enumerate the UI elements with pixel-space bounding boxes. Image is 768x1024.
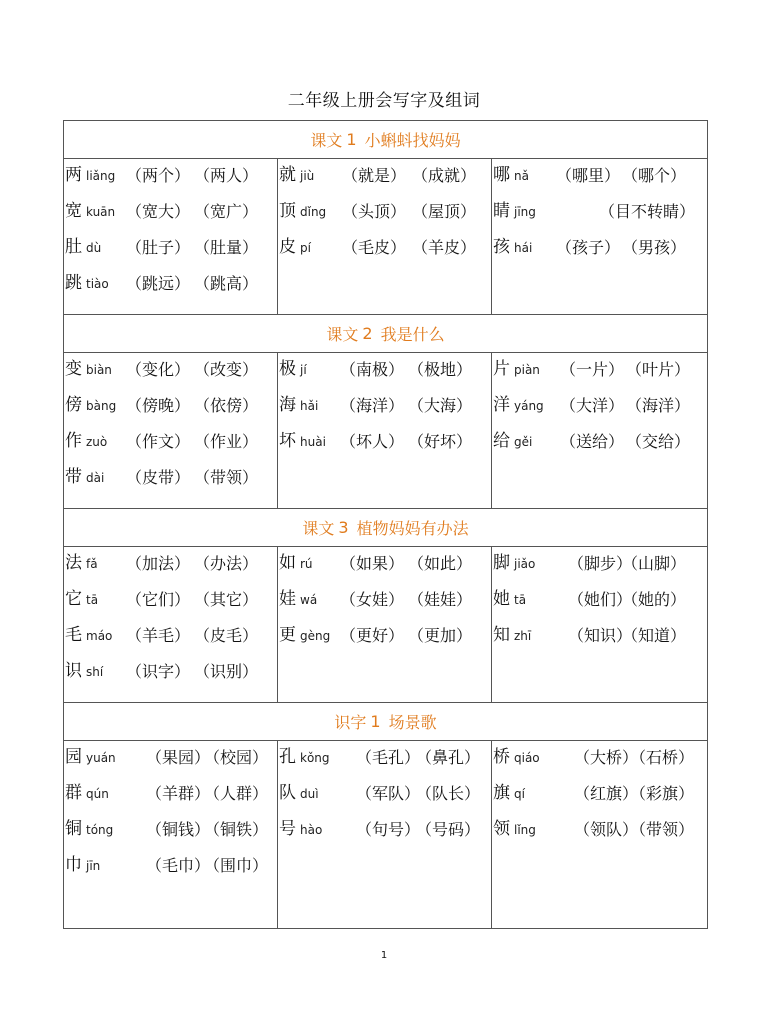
character-entry bbox=[278, 815, 491, 851]
word-2: （大海） bbox=[408, 396, 473, 415]
word-1: （大洋） bbox=[560, 396, 625, 415]
word-1: （大桥） bbox=[574, 748, 639, 767]
word-2: （跳高） bbox=[194, 274, 259, 293]
word-2: （叶片） bbox=[626, 360, 691, 379]
word-1: （变化） bbox=[126, 360, 191, 379]
character-entry bbox=[64, 269, 277, 305]
character-entry bbox=[278, 197, 491, 233]
hanzi: 巾 bbox=[65, 855, 82, 875]
character-entry bbox=[64, 815, 277, 851]
hanzi: 带 bbox=[65, 467, 82, 487]
word-2: （她的） bbox=[622, 590, 687, 609]
pinyin: yuán bbox=[86, 751, 116, 765]
pinyin: yáng bbox=[514, 399, 544, 413]
pinyin: shí bbox=[86, 665, 104, 679]
word-2: （作业） bbox=[194, 432, 259, 451]
word-2: （宽广） bbox=[194, 202, 259, 221]
pinyin: gèng bbox=[300, 629, 331, 643]
lesson-heading bbox=[64, 703, 708, 741]
pinyin: máo bbox=[86, 629, 113, 643]
character-entry bbox=[64, 233, 277, 269]
character-entry bbox=[64, 657, 277, 693]
character-entry bbox=[64, 197, 277, 233]
lesson-name: 场景歌 bbox=[388, 713, 437, 732]
word-2: （山脚） bbox=[622, 554, 687, 573]
pinyin: kǒng bbox=[300, 751, 330, 765]
hanzi: 顶 bbox=[279, 201, 296, 221]
word-1: （果园） bbox=[146, 748, 211, 767]
word-1: （红旗） bbox=[574, 784, 639, 803]
hanzi: 肚 bbox=[65, 237, 82, 257]
character-entry bbox=[278, 743, 491, 779]
hanzi: 跳 bbox=[65, 273, 82, 293]
word-2: （围巾） bbox=[204, 856, 269, 875]
hanzi: 两 bbox=[65, 165, 82, 185]
word-1: （作文） bbox=[126, 432, 191, 451]
character-entry bbox=[492, 391, 707, 427]
pinyin: kuān bbox=[86, 205, 116, 219]
pinyin: biàn bbox=[86, 363, 112, 377]
pinyin: jiù bbox=[300, 169, 315, 183]
character-entry bbox=[492, 233, 707, 269]
word-2: （依傍） bbox=[194, 396, 259, 415]
character-cell bbox=[64, 741, 278, 929]
lesson-body-row bbox=[64, 353, 708, 509]
word-1: （毛巾） bbox=[146, 856, 211, 875]
hanzi: 园 bbox=[65, 747, 82, 767]
word-1: （加法） bbox=[126, 554, 191, 573]
word-2: （改变） bbox=[194, 360, 259, 379]
lesson-heading bbox=[64, 315, 708, 353]
hanzi: 洋 bbox=[493, 395, 510, 415]
pinyin: wá bbox=[300, 593, 318, 607]
lesson-header-row bbox=[64, 121, 708, 159]
hanzi: 给 bbox=[493, 431, 510, 451]
pinyin: rú bbox=[300, 557, 313, 571]
word-1: （肚子） bbox=[126, 238, 191, 257]
character-entry bbox=[492, 197, 707, 233]
word-1: （领队） bbox=[574, 820, 639, 839]
pinyin: hái bbox=[514, 241, 533, 255]
character-entry bbox=[492, 427, 707, 463]
pinyin: duì bbox=[300, 787, 319, 801]
character-entry bbox=[64, 391, 277, 427]
word-1: （跳远） bbox=[126, 274, 191, 293]
hanzi: 宽 bbox=[65, 201, 82, 221]
word-2: （屋顶） bbox=[412, 202, 477, 221]
pinyin: liǎng bbox=[86, 169, 116, 183]
character-entry bbox=[492, 815, 707, 851]
character-entry bbox=[278, 549, 491, 585]
word-2: （男孩） bbox=[622, 238, 687, 257]
pinyin: zhī bbox=[514, 629, 532, 643]
hanzi: 领 bbox=[493, 819, 510, 839]
character-entry bbox=[64, 851, 277, 887]
word-2: （带领） bbox=[194, 468, 259, 487]
character-entry bbox=[278, 585, 491, 621]
word-1: （宽大） bbox=[126, 202, 191, 221]
hanzi: 哪 bbox=[493, 165, 510, 185]
character-entry bbox=[64, 161, 277, 197]
lesson-grid bbox=[63, 120, 708, 929]
pinyin: jiǎo bbox=[514, 557, 536, 571]
pinyin: hǎi bbox=[300, 399, 319, 413]
pinyin: tā bbox=[86, 593, 99, 607]
hanzi: 傍 bbox=[65, 395, 82, 415]
hanzi: 皮 bbox=[279, 237, 296, 257]
character-entry bbox=[64, 355, 277, 391]
lesson-body-row bbox=[64, 741, 708, 929]
character-entry bbox=[492, 585, 707, 621]
lesson-header-row bbox=[64, 315, 708, 353]
hanzi: 作 bbox=[65, 431, 82, 451]
word-2: （肚量） bbox=[194, 238, 259, 257]
word-2: （海洋） bbox=[626, 396, 691, 415]
word-1: （她们） bbox=[568, 590, 633, 609]
pinyin: dù bbox=[86, 241, 102, 255]
character-entry bbox=[492, 355, 707, 391]
word-1: （皮带） bbox=[126, 468, 191, 487]
character-cell bbox=[64, 547, 278, 703]
hanzi: 脚 bbox=[493, 553, 510, 573]
hanzi: 它 bbox=[65, 589, 82, 609]
pinyin: jīn bbox=[86, 859, 101, 873]
hanzi: 坏 bbox=[279, 431, 296, 451]
word-2: （知道） bbox=[622, 626, 687, 645]
word-2: （办法） bbox=[194, 554, 259, 573]
word-1: （就是） bbox=[342, 166, 407, 185]
word-2: （石桥） bbox=[630, 748, 695, 767]
pinyin: pí bbox=[300, 241, 311, 255]
character-cell bbox=[492, 547, 708, 703]
character-cell bbox=[492, 159, 708, 315]
character-cell bbox=[64, 353, 278, 509]
character-entry bbox=[64, 427, 277, 463]
character-cell bbox=[278, 159, 492, 315]
hanzi: 号 bbox=[279, 819, 296, 839]
word-2: （羊皮） bbox=[412, 238, 477, 257]
character-cell bbox=[278, 353, 492, 509]
word-2: （带领） bbox=[630, 820, 695, 839]
hanzi: 桥 bbox=[493, 747, 510, 767]
word-2: （好坏） bbox=[408, 432, 473, 451]
lesson-body-row bbox=[64, 547, 708, 703]
word-1: （更好） bbox=[340, 626, 405, 645]
hanzi: 队 bbox=[279, 783, 296, 803]
pinyin: lǐng bbox=[514, 823, 536, 837]
pinyin: tā bbox=[514, 593, 527, 607]
lesson-number: 1 bbox=[370, 712, 381, 731]
pinyin: bàng bbox=[86, 399, 117, 413]
lesson-table bbox=[63, 120, 707, 929]
hanzi: 旗 bbox=[493, 783, 510, 803]
pinyin: gěi bbox=[514, 435, 533, 449]
character-entry bbox=[278, 621, 491, 657]
lesson-number: 3 bbox=[338, 518, 349, 537]
character-entry bbox=[278, 427, 491, 463]
character-entry bbox=[278, 391, 491, 427]
pinyin: huài bbox=[300, 435, 326, 449]
word-1: （哪里） bbox=[556, 166, 621, 185]
word-1: （毛孔） bbox=[356, 748, 421, 767]
word-2: （皮毛） bbox=[194, 626, 259, 645]
pinyin: qún bbox=[86, 787, 109, 801]
hanzi: 群 bbox=[65, 783, 82, 803]
word-1: （如果） bbox=[340, 554, 405, 573]
word-1: （羊毛） bbox=[126, 626, 191, 645]
word-2: （其它） bbox=[194, 590, 259, 609]
hanzi: 孔 bbox=[279, 747, 296, 767]
hanzi: 睛 bbox=[493, 201, 510, 221]
hanzi: 毛 bbox=[65, 625, 82, 645]
character-cell bbox=[278, 547, 492, 703]
lesson-number: 2 bbox=[362, 324, 373, 343]
pinyin: zuò bbox=[86, 435, 108, 449]
page-number: 1 bbox=[380, 950, 388, 961]
pinyin: hào bbox=[300, 823, 323, 837]
word-2: （识别） bbox=[194, 662, 259, 681]
word-2: （校园） bbox=[204, 748, 269, 767]
word-1: （目不转睛） bbox=[598, 202, 695, 221]
word-1: （脚步） bbox=[568, 554, 633, 573]
word-1: （女娃） bbox=[340, 590, 405, 609]
character-cell bbox=[492, 741, 708, 929]
character-entry bbox=[64, 585, 277, 621]
hanzi: 变 bbox=[65, 359, 82, 379]
word-2: （两人） bbox=[194, 166, 259, 185]
word-2: （成就） bbox=[412, 166, 477, 185]
lesson-header-row bbox=[64, 509, 708, 547]
pinyin: piàn bbox=[514, 363, 540, 377]
word-1: （军队） bbox=[356, 784, 421, 803]
word-1: （两个） bbox=[126, 166, 191, 185]
lesson-header-row bbox=[64, 703, 708, 741]
character-entry bbox=[64, 549, 277, 585]
word-1: （铜钱） bbox=[146, 820, 211, 839]
lesson-heading bbox=[64, 121, 708, 159]
lesson-type: 课文 bbox=[326, 325, 359, 344]
word-2: （哪个） bbox=[622, 166, 687, 185]
character-entry bbox=[492, 743, 707, 779]
word-1: （头顶） bbox=[342, 202, 407, 221]
character-entry bbox=[278, 161, 491, 197]
word-1: （海洋） bbox=[340, 396, 405, 415]
word-1: （南极） bbox=[340, 360, 405, 379]
word-2: （极地） bbox=[408, 360, 473, 379]
hanzi: 娃 bbox=[279, 589, 296, 609]
character-entry bbox=[64, 779, 277, 815]
word-1: （羊群） bbox=[146, 784, 211, 803]
hanzi: 知 bbox=[493, 625, 510, 645]
page-title: 二年级上册会写字及组词 bbox=[287, 91, 481, 111]
lesson-body-row bbox=[64, 159, 708, 315]
character-cell bbox=[492, 353, 708, 509]
lesson-heading bbox=[64, 509, 708, 547]
word-1: （送给） bbox=[560, 432, 625, 451]
pinyin: dài bbox=[86, 471, 105, 485]
character-entry bbox=[64, 743, 277, 779]
word-1: （它们） bbox=[126, 590, 191, 609]
lesson-type: 课文 bbox=[310, 131, 343, 150]
word-2: （更加） bbox=[408, 626, 473, 645]
hanzi: 铜 bbox=[65, 819, 82, 839]
lesson-name: 植物妈妈有办法 bbox=[356, 519, 469, 538]
hanzi: 识 bbox=[65, 661, 82, 681]
lesson-name: 小蝌蚪找妈妈 bbox=[364, 131, 461, 150]
character-entry bbox=[492, 549, 707, 585]
pinyin: qiáo bbox=[514, 751, 540, 765]
character-entry bbox=[64, 621, 277, 657]
word-2: （如此） bbox=[408, 554, 473, 573]
character-entry bbox=[278, 779, 491, 815]
hanzi: 法 bbox=[65, 553, 82, 573]
pinyin: tóng bbox=[86, 823, 114, 837]
word-1: （傍晚） bbox=[126, 396, 191, 415]
character-cell bbox=[278, 741, 492, 929]
lesson-number: 1 bbox=[346, 130, 357, 149]
pinyin: nǎ bbox=[514, 169, 529, 183]
hanzi: 她 bbox=[493, 589, 510, 609]
character-entry bbox=[492, 779, 707, 815]
pinyin: jīng bbox=[514, 205, 536, 219]
lesson-name: 我是什么 bbox=[380, 325, 445, 344]
lesson-type: 识字 bbox=[334, 713, 367, 732]
hanzi: 孩 bbox=[493, 237, 510, 257]
character-entry bbox=[278, 233, 491, 269]
word-2: （铜铁） bbox=[204, 820, 269, 839]
word-1: （坏人） bbox=[340, 432, 405, 451]
word-1: （知识） bbox=[568, 626, 633, 645]
word-1: （孩子） bbox=[556, 238, 621, 257]
character-entry bbox=[492, 161, 707, 197]
hanzi: 极 bbox=[279, 359, 296, 379]
word-1: （句号） bbox=[356, 820, 421, 839]
pinyin: tiào bbox=[86, 277, 109, 291]
word-2: （人群） bbox=[204, 784, 269, 803]
word-1: （毛皮） bbox=[342, 238, 407, 257]
word-2: （鼻孔） bbox=[416, 748, 481, 767]
hanzi: 片 bbox=[493, 359, 510, 379]
word-2: （号码） bbox=[416, 820, 481, 839]
hanzi: 更 bbox=[279, 625, 296, 645]
word-2: （娃娃） bbox=[408, 590, 473, 609]
lesson-type: 课文 bbox=[302, 519, 335, 538]
word-1: （一片） bbox=[560, 360, 625, 379]
pinyin: fǎ bbox=[86, 557, 98, 571]
hanzi: 就 bbox=[279, 165, 296, 185]
word-2: （彩旗） bbox=[630, 784, 695, 803]
pinyin: dǐng bbox=[300, 205, 327, 219]
hanzi: 如 bbox=[279, 553, 296, 573]
character-entry bbox=[64, 463, 277, 499]
word-2: （交给） bbox=[626, 432, 691, 451]
character-entry bbox=[492, 621, 707, 657]
word-2: （队长） bbox=[416, 784, 481, 803]
hanzi: 海 bbox=[279, 395, 296, 415]
character-entry bbox=[278, 355, 491, 391]
pinyin: jí bbox=[300, 363, 307, 377]
word-1: （识字） bbox=[126, 662, 191, 681]
character-cell bbox=[64, 159, 278, 315]
pinyin: qí bbox=[514, 787, 525, 801]
